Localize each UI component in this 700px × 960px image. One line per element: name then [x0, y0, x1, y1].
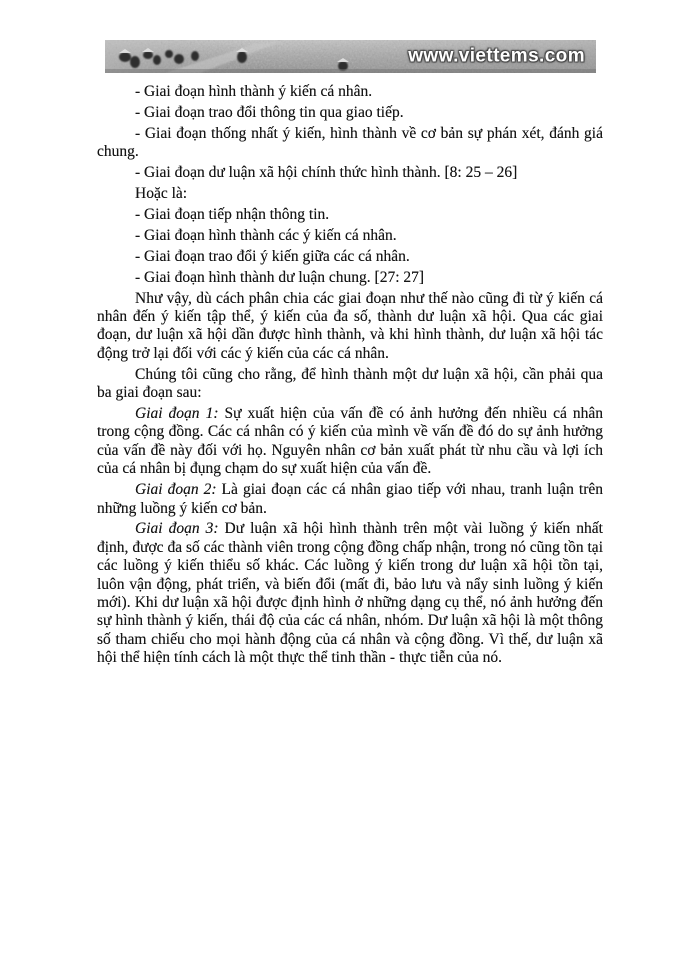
document-page	[97, 83, 603, 670]
bullet-item: - Giai đoạn tiếp nhận thông tin.	[135, 205, 330, 223]
paragraph: Hoặc là:	[135, 185, 188, 203]
site-banner	[105, 40, 596, 73]
bullet-item: - Giai đoạn hình thành dư luận chung. [27: 27]	[135, 268, 425, 286]
bullet-item: - Giai đoạn dư luận xã hội chính thức hình thành. [8: 25 – 26]	[135, 164, 518, 182]
bullet-item: - Giai đoạn hình thành các ý kiến cá nhân.	[135, 226, 397, 244]
bullet-item: - Giai đoạn hình thành ý kiến cá nhân.	[135, 83, 373, 100]
stage-text: Là giai đoạn các cá nhân giao tiếp với nhau, tranh luận trên những luồng ý kiến cơ bản.	[97, 481, 603, 517]
stage-text: Dư luận xã hội hình thành trên một vài luồng ý kiến nhất định, được đa số các thành viên trong cộng đồng chấp nhận, trong nó cũng tồn tại các luồng ý kiến thiểu số khác. Các luồng ý kiến trong dư luận xã hội tồn tại, luôn vận động, phát triển, và biến đổi (mất đi, bảo lưu và nẩy sinh luồng ý kiến mới). Khi dư luận xã hội được định hình ở những dạng cụ thể, nó ảnh hưởng đến sự hình thành ý kiến, thái độ của các cá nhân, nhóm. Dư luận xã hội là một thông số tham chiếu cho mọi hành động của cá nhân và cộng đồng. Vì thế, dư luận xã hội thể hiện tính cách là một thực thể tinh thần - thực tiễn của nó.	[97, 520, 603, 667]
paragraph	[97, 520, 603, 667]
stage-label: Giai đoạn 2:	[135, 481, 217, 499]
paragraph	[97, 481, 603, 518]
stage-text: Sự xuất hiện của vấn đề có ảnh hưởng đến nhiều cá nhân trong cộng đồng. Các cá nhân có ý kiến của mình về vấn đề đó do sự ảnh hưởng của vấn đề này đối với họ. Nguyên nhân cơ bản xuất phát từ nhu cầu và lợi ích của cá nhân bị đụng chạm do sự xuất hiện của vấn đề.	[97, 405, 603, 478]
paragraph	[97, 405, 603, 479]
photo-bottom-edge	[105, 69, 596, 73]
stage-label: Giai đoạn 1:	[135, 405, 219, 422]
paragraph: Chúng tôi cũng cho rằng, để hình thành một dư luận xã hội, cần phải qua ba giai đoạn sau:	[97, 365, 603, 402]
bullet-item: - Giai đoạn trao đổi thông tin qua giao tiếp.	[135, 103, 404, 121]
stage-label: Giai đoạn 3:	[135, 520, 219, 538]
paragraph: Như vậy, dù cách phân chia các giai đoạn như thế nào cũng đi từ ý kiến cá nhân đến ý kiến tập thể, ý kiến của đa số, thành dư luận xã hội. Qua các giai đoạn, dư luận xã hội dần được hình thành, và khi hình thành, dư luận xã hội tác động trở lại đối với các ý kiến của các cá nhân.	[97, 289, 603, 362]
site-url-text: www.viettems.com	[408, 45, 585, 67]
bullet-item: - Giai đoạn thống nhất ý kiến, hình thành về cơ bản sự phán xét, đánh giá chung.	[97, 124, 603, 161]
bullet-item: - Giai đoạn trao đổi ý kiến giữa các cá nhân.	[135, 247, 410, 265]
